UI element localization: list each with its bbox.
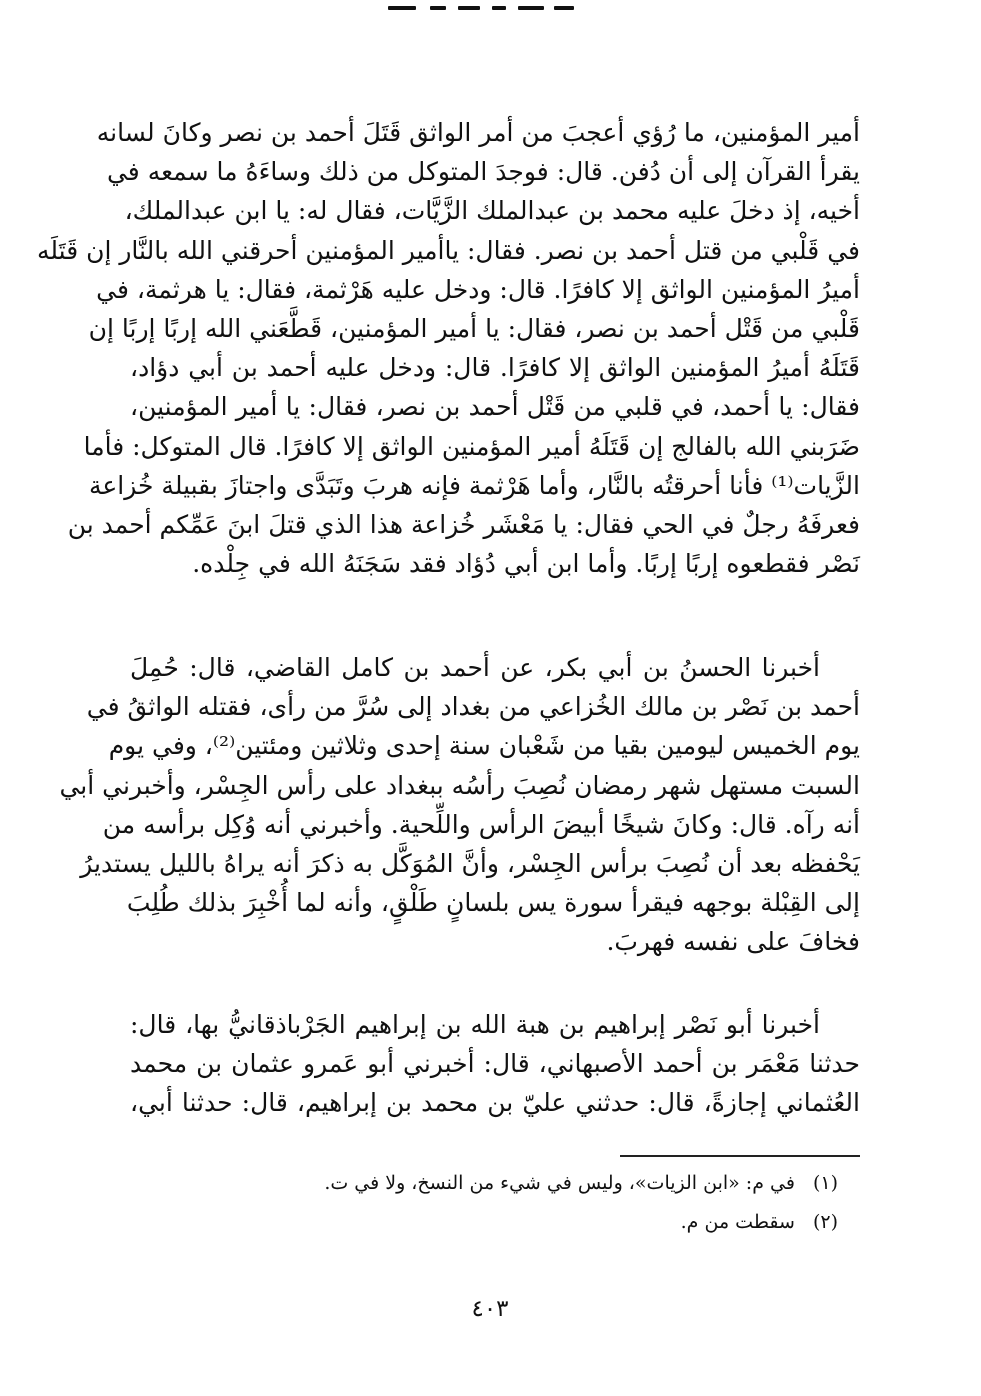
text-line: أخبرنا أبو نَصْر إبراهيم بن هبة الله بن إبراهيم الجَرْباذقانيُّ بها، قال: [130,1010,820,1039]
paragraph-3 [130,1005,860,1123]
footnote-number: (٢) [812,1211,838,1233]
text-line: السبت مستهل شهر رمضان نُصِبَ رأسُه ببغداد على رأس الجِسْر، وأخبرني أبي [59,770,860,800]
text-line: يقرأ القرآن إلى أن دُفن. قال: فوجدَ المتوكل من ذلك وساءَهُ ما سمعه في [106,157,860,187]
text-line: قَتَلَهُ أميرُ المؤمنين الواثق إلا كافرًا. قال: ودخل عليه أحمد بن أبي دؤاد، [130,353,860,383]
text-line: حدثنا مَعْمَر بن أحمد الأصبهاني، قال: أخبرني أبو عَمرو عثمان بن محمد [130,1049,860,1079]
footnote-1 [130,1164,838,1203]
text-line: يَحْفظه بعد أن نُصِبَ برأس الجِسْر، وأنَّ المُوَكَّل به ذكرَ أنه يراهُ بالليل يستديرُ [80,849,860,879]
text-line: أمير المؤمنين، ما رُؤي أعجبَ من أمر الواثق قَتَلَ أحمد بن نصر وكانَ لسانه [96,118,860,147]
paragraph-1 [36,113,860,583]
paragraph-2 [59,648,860,962]
footnote-number: (١) [812,1172,838,1194]
text-line: الزَّيات⁽¹⁾ فأنا أحرقتُه بالنَّار، وأما هَرْثمة فإنه هربَ وتَبَدَّى واجتازَ بقبيلة خُزاعة [88,470,860,500]
text-line: أحمد بن نَصْر بن مالك الخُزاعي من بغداد إلى سُرَّ من رأى، فقتله الواثقُ في [86,692,860,722]
text-line: أنه رآه. قال: وكانَ شيخًا أبيضَ الرأس واللِّحية. وأخبرني أنه وُكِل برأسه من [102,809,860,839]
footnote-text: سقطت من م. [680,1211,795,1233]
text-line: إلى القِبْلة بوجهه فيقرأ سورة يس بلسانٍ طَلْقٍ، وأنه لما أُخْبِرَ بذلك طُلِبَ [126,888,860,918]
footnote-2 [130,1203,838,1242]
text-line: فعرفَهُ رجلٌ في الحي فقال: يا مَعْشَر خُزاعة هذا الذي قتلَ ابنَ عَمِّكم أحمد بن [67,510,860,540]
text-line: أميرُ المؤمنين الواثق إلا كافرًا. قال: ودخل عليه هَرْثمة، فقال: يا هرثمة، في [96,274,860,304]
text-line: فخافَ على نفسه فهربَ. [606,927,860,957]
text-line: نَصْر فقطعوه إربًا إربًا. وأما ابن أبي دُؤاد فقد سَجَنَهُ الله في جِلْده. [192,549,860,579]
footnote-text: في م: «ابن الزيات»، وليس في شيء من النسخ، ولا في ت. [324,1172,795,1194]
footnotes [130,1164,838,1242]
text-line: فقال: يا أحمد، في قلبي من قَتْل أحمد بن نصر، فقال: يا أمير المؤمنين، [130,392,860,422]
footnote-divider [620,1155,860,1157]
running-header-marks [388,6,578,18]
text-line: يوم الخميس ليومين بقيا من شَعْبان سنة إحدى وثلاثين ومئتين⁽²⁾، وفي يوم [108,731,860,761]
text-line: في قَلْبي من قتل أحمد بن نصر. فقال: ياأمير المؤمنين أحرقني الله بالنَّار إن قَتَلَه [36,235,860,265]
text-line: أخبرنا الحسنُ بن أبي بكر، عن أحمد بن كامل القاضي، قال: حُمِلَ [130,653,820,682]
text-line: أخيه، إذ دخلَ عليه محمد بن عبدالملك الزَّيَّات، فقال له: يا ابن عبدالملك، [124,196,860,226]
text-line: قَلْبي من قَتْل أحمد بن نصر، فقال: يا أمير المؤمنين، قَطَّعَني الله إربًا إربًا إن [88,314,860,344]
text-line: ضَرَبني الله بالفالج إن قَتَلَهُ أمير المؤمنين الواثق إلا كافرًا. قال المتوكل: فأما [83,431,860,461]
text-line: العُثماني إجازةً، قال: حدثني عليّ بن محمد بن إبراهيم، قال: حدثنا أبي، [130,1088,860,1118]
page-number: ٤٠٣ [471,1296,509,1322]
